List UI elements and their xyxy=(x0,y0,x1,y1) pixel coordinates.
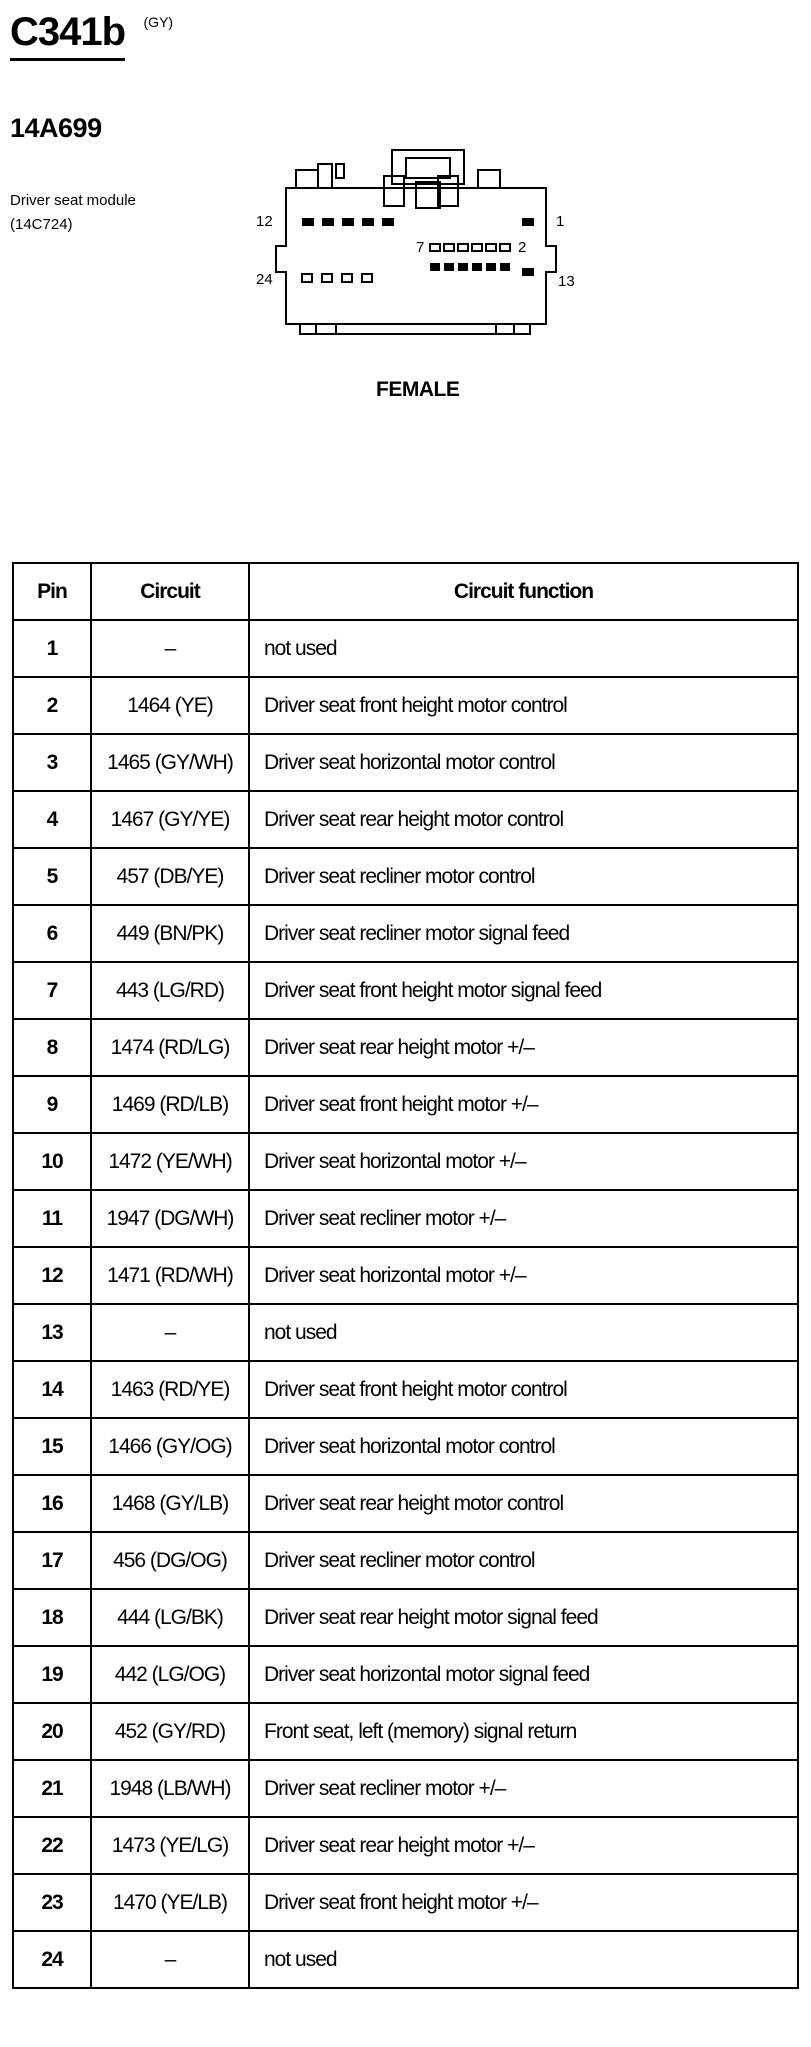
pin-cell: 4 xyxy=(13,791,91,848)
function-cell: not used xyxy=(249,1304,798,1361)
circuit-cell: 1463 (RD/YE) xyxy=(91,1361,249,1418)
latch-tab xyxy=(296,170,318,188)
latch-tab xyxy=(336,164,344,178)
function-cell: Driver seat recliner motor control xyxy=(249,1532,798,1589)
function-cell: Driver seat rear height motor control xyxy=(249,1475,798,1532)
description-line: (14C724) xyxy=(10,216,73,233)
table-row xyxy=(13,1475,798,1532)
circuit-cell: 457 (DB/YE) xyxy=(91,848,249,905)
pin-cell: 16 xyxy=(13,1475,91,1532)
column-header-function: Circuit function xyxy=(249,563,798,620)
table-row xyxy=(13,848,798,905)
cavity-row-bottom xyxy=(302,274,372,282)
pin-label-1: 1 xyxy=(556,213,565,230)
circuit-cell: 1948 (LB/WH) xyxy=(91,1760,249,1817)
table-row xyxy=(13,1247,798,1304)
function-cell: Driver seat front height motor +/– xyxy=(249,1076,798,1133)
circuit-cell: 1465 (GY/WH) xyxy=(91,734,249,791)
description-line: Driver seat module xyxy=(10,192,136,209)
circuit-cell: 1947 (DG/WH) xyxy=(91,1190,249,1247)
function-cell: Driver seat rear height motor signal feed xyxy=(249,1589,798,1646)
pin-cell: 17 xyxy=(13,1532,91,1589)
circuit-cell: 452 (GY/RD) xyxy=(91,1703,249,1760)
function-cell: Driver seat horizontal motor +/– xyxy=(249,1247,798,1304)
table-row xyxy=(13,1133,798,1190)
function-cell: Driver seat horizontal motor +/– xyxy=(249,1133,798,1190)
pin-cell: 11 xyxy=(13,1190,91,1247)
function-cell: Driver seat recliner motor control xyxy=(249,848,798,905)
column-header-circuit: Circuit xyxy=(91,563,249,620)
pin-cell: 7 xyxy=(13,962,91,1019)
circuit-cell: 1474 (RD/LG) xyxy=(91,1019,249,1076)
table-row xyxy=(13,1190,798,1247)
pin-cell: 22 xyxy=(13,1817,91,1874)
circuit-cell: 1464 (YE) xyxy=(91,677,249,734)
table-row xyxy=(13,1076,798,1133)
pin-cell: 6 xyxy=(13,905,91,962)
function-cell: not used xyxy=(249,620,798,677)
pin-cell: 19 xyxy=(13,1646,91,1703)
circuit-cell: 1473 (YE/LG) xyxy=(91,1817,249,1874)
pin-cell: 23 xyxy=(13,1874,91,1931)
latch-key xyxy=(416,182,440,208)
circuit-cell: 442 (LG/OG) xyxy=(91,1646,249,1703)
pin-cell: 10 xyxy=(13,1133,91,1190)
function-cell: Driver seat front height motor control xyxy=(249,677,798,734)
function-cell: Driver seat rear height motor control xyxy=(249,791,798,848)
circuit-cell: 443 (LG/RD) xyxy=(91,962,249,1019)
table-row xyxy=(13,1589,798,1646)
pin-label-13: 13 xyxy=(558,273,575,290)
part-number: 14A699 xyxy=(10,113,102,143)
circuit-cell: 1469 (RD/LB) xyxy=(91,1076,249,1133)
pin-cell: 24 xyxy=(13,1931,91,1988)
table-row xyxy=(13,1874,798,1931)
function-cell: Front seat, left (memory) signal return xyxy=(249,1703,798,1760)
circuit-cell: – xyxy=(91,1931,249,1988)
pin-cell: 3 xyxy=(13,734,91,791)
pin-cell: 13 xyxy=(13,1304,91,1361)
cavity-row-middle xyxy=(430,244,510,251)
table-header-row xyxy=(13,563,798,620)
table-row xyxy=(13,962,798,1019)
connector-gender-label: FEMALE xyxy=(376,378,460,401)
function-cell: Driver seat horizontal motor signal feed xyxy=(249,1646,798,1703)
table-row xyxy=(13,620,798,677)
circuit-cell: – xyxy=(91,620,249,677)
connector-header xyxy=(10,8,173,66)
cavity-row-top xyxy=(302,218,534,226)
function-cell: Driver seat front height motor control xyxy=(249,1361,798,1418)
circuit-cell: 444 (LG/BK) xyxy=(91,1589,249,1646)
table-row xyxy=(13,1646,798,1703)
table-row xyxy=(13,905,798,962)
column-header-pin: Pin xyxy=(13,563,91,620)
pin-cell: 14 xyxy=(13,1361,91,1418)
circuit-cell: 1472 (YE/WH) xyxy=(91,1133,249,1190)
function-cell: Driver seat rear height motor +/– xyxy=(249,1019,798,1076)
function-cell: Driver seat recliner motor signal feed xyxy=(249,905,798,962)
function-cell: Driver seat horizontal motor control xyxy=(249,734,798,791)
table-row xyxy=(13,1361,798,1418)
table-row xyxy=(13,1019,798,1076)
function-cell: Driver seat horizontal motor control xyxy=(249,1418,798,1475)
circuit-cell: 1466 (GY/OG) xyxy=(91,1418,249,1475)
pin-cell: 5 xyxy=(13,848,91,905)
latch-guide xyxy=(384,176,404,206)
pin-cell: 2 xyxy=(13,677,91,734)
pin-cell: 21 xyxy=(13,1760,91,1817)
connector-face-diagram xyxy=(256,148,576,348)
table-row xyxy=(13,1532,798,1589)
pinout-table xyxy=(12,562,799,1989)
pin-label-12: 12 xyxy=(256,213,273,230)
pin-cell: 15 xyxy=(13,1418,91,1475)
circuit-cell: 1467 (GY/YE) xyxy=(91,791,249,848)
function-cell: Driver seat front height motor +/– xyxy=(249,1874,798,1931)
table-row xyxy=(13,1817,798,1874)
latch-tab xyxy=(478,170,500,188)
connector-id: C341b xyxy=(10,8,125,61)
table-row xyxy=(13,1931,798,1988)
pin-cell: 18 xyxy=(13,1589,91,1646)
function-cell: not used xyxy=(249,1931,798,1988)
connector-color-code: (GY) xyxy=(143,14,174,30)
circuit-cell: 1470 (YE/LB) xyxy=(91,1874,249,1931)
table-row xyxy=(13,734,798,791)
pin-label-24: 24 xyxy=(256,271,273,288)
function-cell: Driver seat rear height motor +/– xyxy=(249,1817,798,1874)
table-row xyxy=(13,1703,798,1760)
cavity-row-lower xyxy=(430,263,534,276)
pin-cell: 9 xyxy=(13,1076,91,1133)
pin-cell: 20 xyxy=(13,1703,91,1760)
function-cell: Driver seat front height motor signal feed xyxy=(249,962,798,1019)
pin-cell: 8 xyxy=(13,1019,91,1076)
circuit-cell: 1468 (GY/LB) xyxy=(91,1475,249,1532)
component-description xyxy=(10,189,136,237)
circuit-cell: 449 (BN/PK) xyxy=(91,905,249,962)
table-row xyxy=(13,1304,798,1361)
function-cell: Driver seat recliner motor +/– xyxy=(249,1190,798,1247)
table-row xyxy=(13,791,798,848)
pin-cell: 12 xyxy=(13,1247,91,1304)
pin-label-7: 7 xyxy=(416,239,425,256)
pin-cell: 1 xyxy=(13,620,91,677)
function-cell: Driver seat recliner motor +/– xyxy=(249,1760,798,1817)
circuit-cell: 1471 (RD/WH) xyxy=(91,1247,249,1304)
circuit-cell: 456 (DG/OG) xyxy=(91,1532,249,1589)
table-row xyxy=(13,1418,798,1475)
pin-label-2: 2 xyxy=(518,239,527,256)
latch-tab xyxy=(318,164,332,188)
table-row xyxy=(13,677,798,734)
circuit-cell: – xyxy=(91,1304,249,1361)
table-row xyxy=(13,1760,798,1817)
